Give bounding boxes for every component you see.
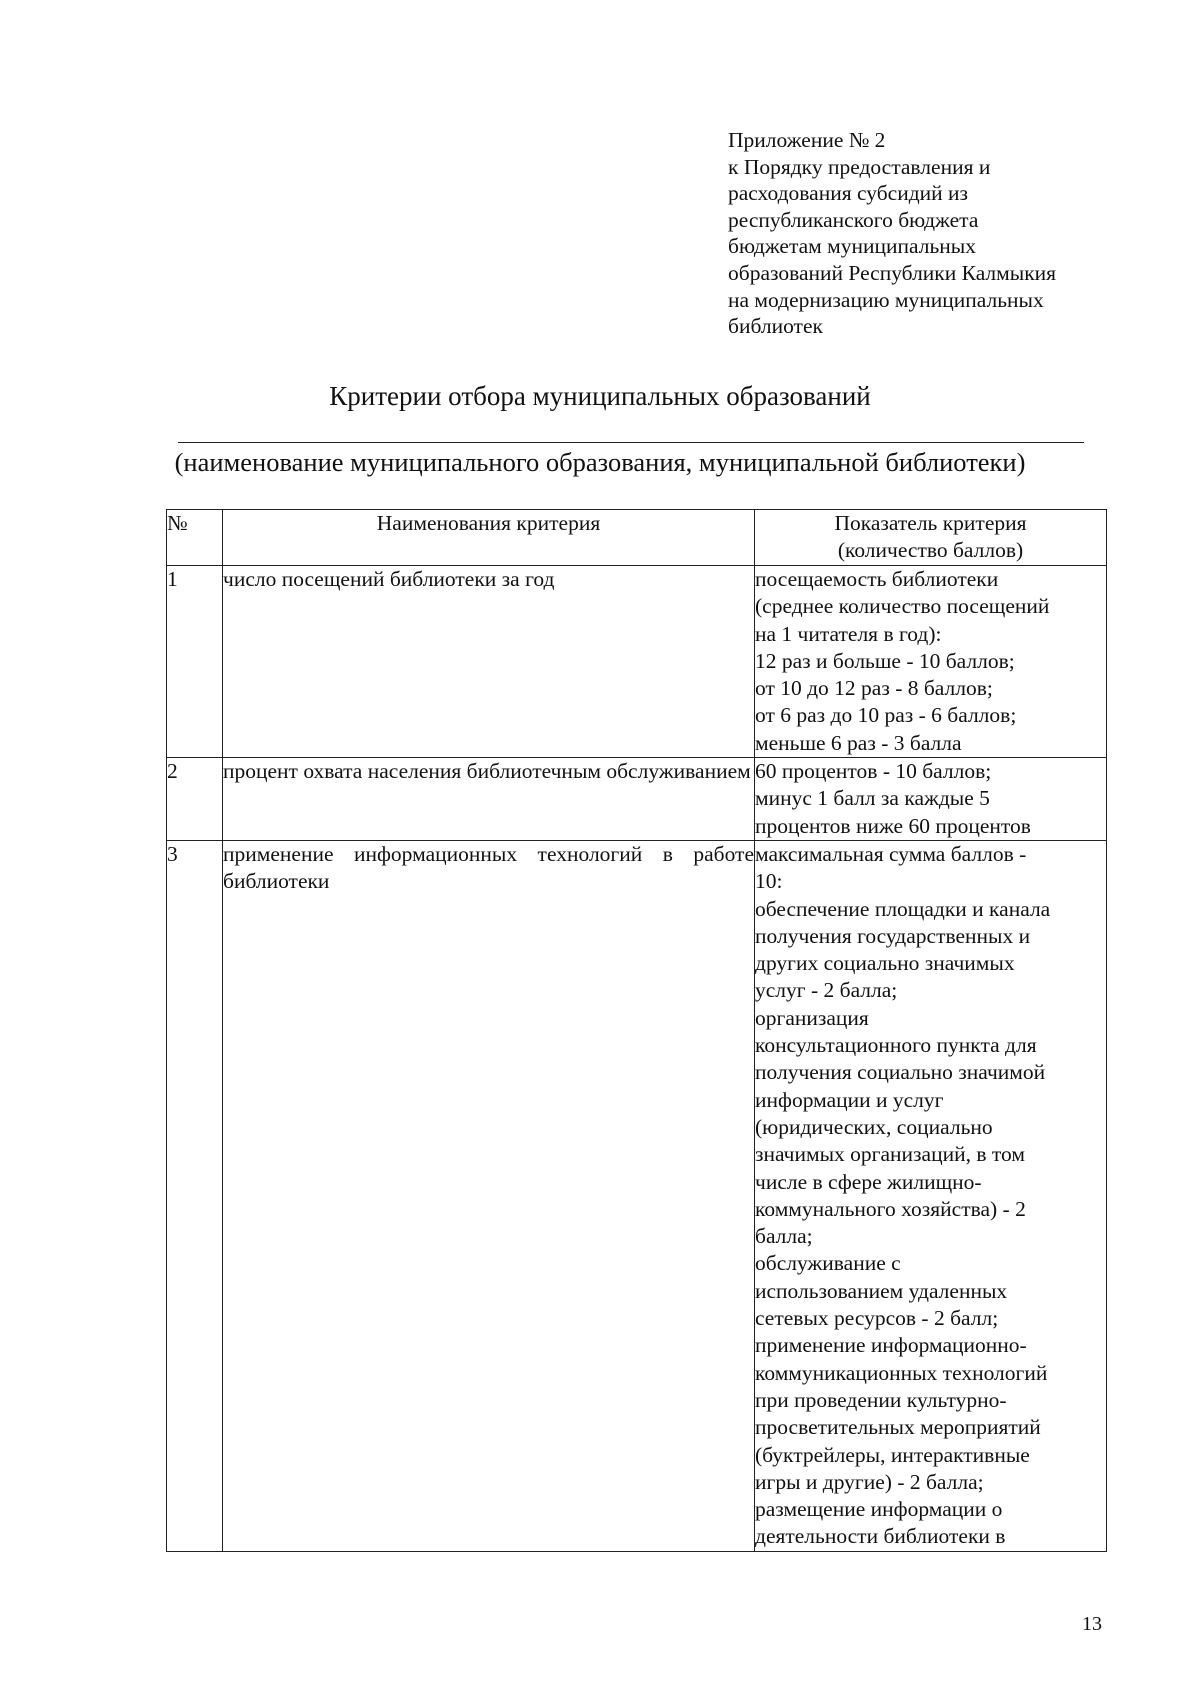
indicator-line: (среднее количество посещений <box>755 594 1050 619</box>
indicator-line: получения социально значимой <box>755 1060 1046 1085</box>
indicator-line: размещение информации о <box>755 1497 1003 1522</box>
header-indicator-line: Показатель критерия <box>834 511 1027 535</box>
appendix-line: бюджетам муниципальных <box>728 234 976 259</box>
indicator-line: использованием удаленных <box>755 1278 1008 1303</box>
table-row <box>167 758 1107 841</box>
indicator-line: коммуникационных технологий <box>755 1360 1048 1385</box>
indicator-line: 10: <box>755 869 783 894</box>
appendix-line: к Порядку предоставления и <box>728 154 991 179</box>
table-header-row <box>167 510 1107 566</box>
indicator-line: просветительных мероприятий <box>755 1415 1041 1440</box>
indicator-line: значимых организаций, в том <box>755 1142 1025 1167</box>
indicator-line: коммунального хозяйства) - 2 <box>755 1196 1026 1221</box>
page-number: 13 <box>1082 1613 1102 1635</box>
indicator-line: деятельности библиотеки в <box>755 1524 1006 1549</box>
indicator-line: (буктрейлеры, интерактивные <box>755 1442 1030 1467</box>
indicator-line: сетевых ресурсов - 2 балл; <box>755 1306 999 1331</box>
header-criterion-name: Наименования критерия <box>223 510 755 566</box>
indicator-line: при проведении культурно- <box>755 1387 1007 1412</box>
indicator-line: минус 1 балл за каждые 5 <box>755 786 990 811</box>
appendix-reference <box>728 127 1148 340</box>
indicator-line: (юридических, социально <box>755 1114 993 1139</box>
indicator-line: 60 процентов - 10 баллов; <box>755 759 992 784</box>
header-number: № <box>167 510 223 566</box>
indicator-line: обеспечение площадки и канала <box>755 896 1051 921</box>
indicator-line: информации и услуг <box>755 1087 944 1112</box>
indicator-line: посещаемость библиотеки <box>755 567 999 591</box>
indicator-line: от 6 раз до 10 раз - 6 баллов; <box>755 703 1017 728</box>
appendix-line: расходования субсидий из <box>728 181 969 206</box>
indicator-line: от 10 до 12 раз - 8 баллов; <box>755 676 993 701</box>
indicator-line: 12 раз и больше - 10 баллов; <box>755 648 1015 673</box>
document-title: Критерии отбора муниципальных образований <box>329 381 871 411</box>
appendix-line: библиотек <box>728 314 823 339</box>
indicator-line: получения государственных и <box>755 923 1031 948</box>
indicator-line: числе в сфере жилищно- <box>755 1169 982 1194</box>
row-number: 2 <box>167 758 223 841</box>
criteria-table <box>166 509 1107 1552</box>
criterion-name: применение информационных технологий в работе библиотеки <box>223 840 755 1551</box>
row-number: 1 <box>167 566 223 758</box>
indicator-line: применение информационно- <box>755 1333 1027 1358</box>
indicator-line: консультационного пункта для <box>755 1033 1037 1058</box>
row-number: 3 <box>167 840 223 1551</box>
table-row <box>167 566 1107 758</box>
criterion-indicator <box>755 566 1107 758</box>
appendix-line: республиканского бюджета <box>728 207 979 232</box>
appendix-line: образований Республики Калмыкия <box>728 260 1057 285</box>
criterion-name: число посещений библиотеки за год <box>223 566 755 758</box>
indicator-line: услуг - 2 балла; <box>755 978 898 1003</box>
table-row <box>167 840 1107 1551</box>
indicator-line: меньше 6 раз - 3 балла <box>755 730 962 755</box>
indicator-line: процентов ниже 60 процентов <box>755 813 1031 838</box>
fill-in-caption: (наименование муниципального образования, муниципальной библиотеки) <box>174 447 1026 477</box>
indicator-line: других социально значимых <box>755 951 1015 976</box>
header-indicator-line: (количество баллов) <box>837 538 1024 563</box>
fill-in-blank-line <box>178 442 1084 443</box>
indicator-line: игры и другие) - 2 балла; <box>755 1469 984 1494</box>
indicator-line: максимальная сумма баллов - <box>755 841 1027 866</box>
indicator-line: на 1 читателя в год): <box>755 621 942 646</box>
indicator-line: балла; <box>755 1224 813 1249</box>
criterion-indicator <box>755 758 1107 841</box>
header-criterion-indicator <box>755 510 1107 566</box>
appendix-line: Приложение № 2 <box>728 128 886 152</box>
criterion-name: процент охвата населения библиотечным обслуживанием <box>223 758 755 841</box>
indicator-line: организация <box>755 1005 869 1030</box>
criterion-indicator <box>755 840 1107 1551</box>
indicator-line: обслуживание с <box>755 1251 901 1276</box>
appendix-line: на модернизацию муниципальных <box>728 287 1044 312</box>
